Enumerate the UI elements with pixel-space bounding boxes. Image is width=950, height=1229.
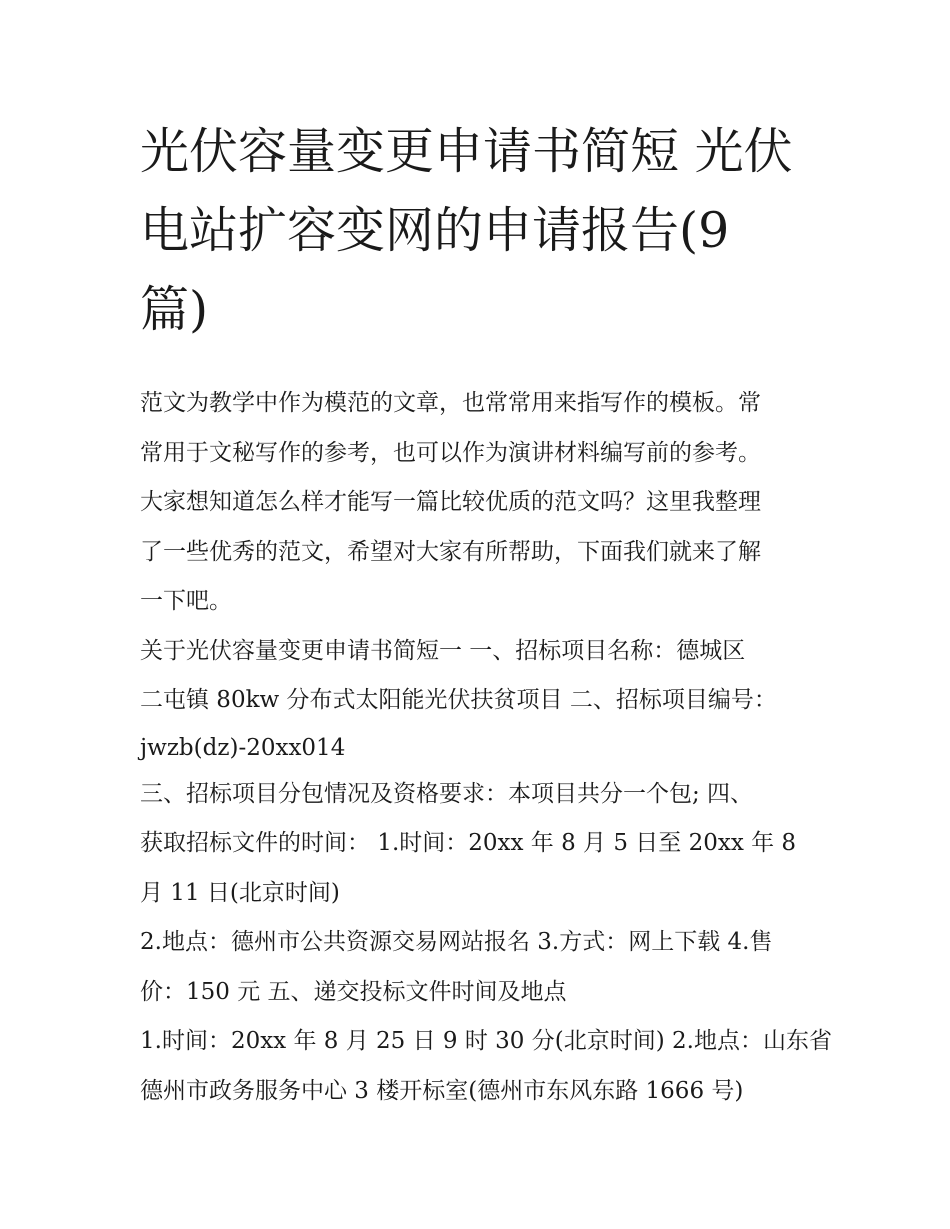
text-line: 二屯镇 80kw 分布式太阳能光伏扶贫项目 二、招标项目编号： (140, 687, 777, 713)
paragraph-location-price (140, 918, 820, 1017)
text-line: 一下吧。 (140, 588, 232, 614)
document-title (140, 112, 820, 349)
title-line: 篇) (140, 281, 209, 338)
text-line: 月 11 日(北京时间) (140, 879, 340, 906)
document-body (140, 379, 832, 1116)
text-line: 大家想知道怎么样才能写一篇比较优质的范文吗？这里我整理 (140, 489, 761, 515)
text-line: 常用于文秘写作的参考，也可以作为演讲材料编写前的参考。 (140, 439, 761, 466)
text-line: 范文为教学中作为模范的文章，也常常用来指写作的模板。常 (140, 390, 761, 416)
text-line: 关于光伏容量变更申请书简短一 一、招标项目名称：德城区 (140, 637, 746, 664)
title-line: 光伏容量变更申请书简短 光伏 (140, 123, 793, 180)
text-line: 价：150 元 五、递交投标文件时间及地点 (140, 978, 567, 1005)
text-line: 三、招标项目分包情况及资格要求：本项目共分一个包; 四、 (140, 780, 754, 807)
paragraph-project-name (140, 627, 820, 770)
paragraph-submission-time (140, 1017, 832, 1116)
text-line: 获取招标文件的时间： 1.时间：20xx 年 8 月 5 日至 20xx 年 8 (140, 830, 797, 856)
text-line: 2.地点：德州市公共资源交易网站报名 3.方式：网上下载 4.售 (140, 929, 773, 955)
text-line: 德州市政务服务中心 3 楼开标室(德州市东风东路 1666 号) (140, 1077, 744, 1104)
paragraph-intro (140, 379, 820, 627)
text-line: 1.时间：20xx 年 8 月 25 日 9 时 30 分(北京时间) 2.地点：山东省 (140, 1028, 832, 1054)
text-line: 了一些优秀的范文，希望对大家有所帮助，下面我们就来了解 (140, 538, 761, 565)
paragraph-bid-package (140, 770, 820, 919)
text-line: jwzb(dz)-20xx014 (140, 734, 346, 761)
title-line: 电站扩容变网的申请报告(9 (140, 202, 730, 259)
document-page (140, 112, 832, 1116)
